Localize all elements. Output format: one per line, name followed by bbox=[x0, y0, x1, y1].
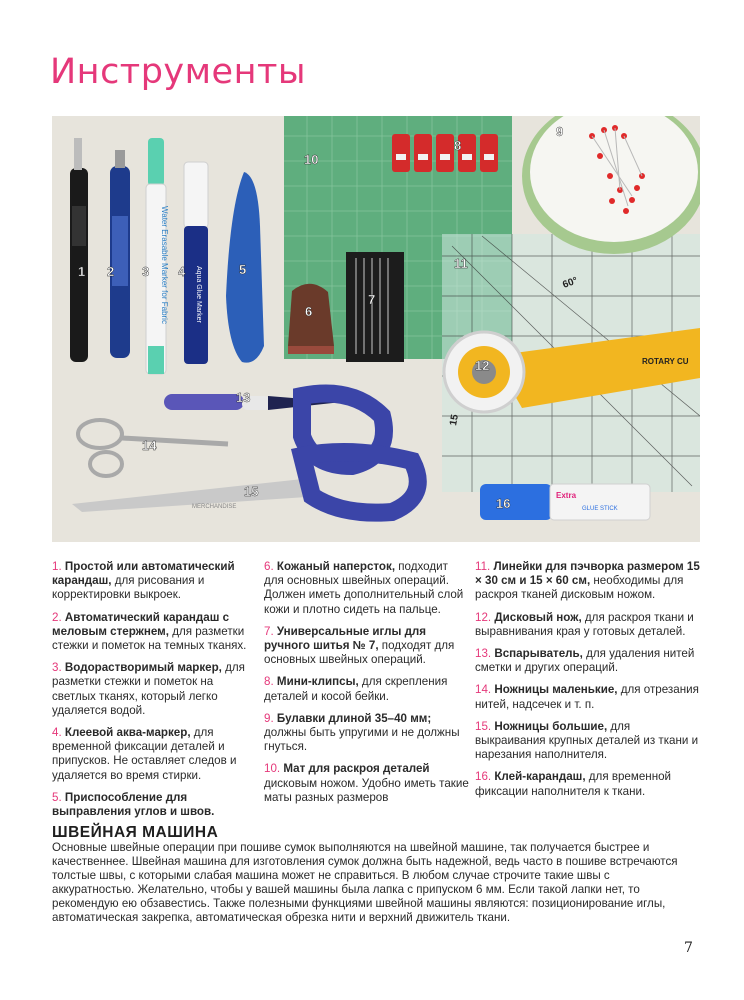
list-item: 10. Мат для раскроя деталей дисковым ножом. Удобно иметь такие маты разных размеров bbox=[264, 762, 469, 804]
label-5: 5 bbox=[239, 262, 247, 277]
needle-card bbox=[346, 252, 404, 362]
items-column-3 bbox=[475, 560, 700, 807]
page-number: 7 bbox=[684, 940, 693, 956]
scissors-brand: MERCHANDISE bbox=[192, 504, 237, 510]
glue-stick-text: GLUE STICK bbox=[582, 506, 618, 512]
list-item: 3. Водорастворимый маркер, для разметки стежки и пометок на светлых тканях, который легко удаляется водой. bbox=[52, 661, 245, 717]
label-6: 6 bbox=[305, 304, 313, 319]
label-7: 7 bbox=[368, 292, 376, 307]
label-16: 16 bbox=[496, 496, 511, 511]
glue-stick-brand: Extra bbox=[556, 491, 577, 500]
list-item: 15. Ножницы большие, для выкраивания крупных деталей из ткани и нарезания наполнителя. bbox=[475, 719, 699, 762]
list-item: 4. Клеевой аква-маркер, для временной фиксации деталей и припусков. Не оставляет следов и удаляется во время стирки. bbox=[52, 726, 237, 782]
cutter-brand: ROTARY CU bbox=[642, 357, 689, 366]
list-item: 14. Ножницы маленькие, для отрезания нитей, надсечек и т. п. bbox=[475, 683, 699, 711]
ruler-mark-60: 60° bbox=[561, 275, 580, 291]
section-body: Основные швейные операции при пошиве сумок выполняются на швейной машине, так получается быстрее и качественнее. Швейная машина для изготовления сумок должна быть надежной, ведь часто в пошиве встречаются толстые швы, с которыми слабая машина может не справиться. В любом случае строчите такие швы с аккуратностью. Желательно, чтобы у вашей машины была лапка с припуском 6 мм. Если такой лапки нет, то рекомендую ею обзавестись. Также полезными функциями швейной машины являются: позиционирование иглы, автоматическая закрепка, автоматическая обрезка нити и верхний движитель ткани. bbox=[52, 841, 678, 924]
section-heading: ШВЕЙНАЯ МАШИНА bbox=[52, 824, 219, 841]
label-13: 13 bbox=[236, 390, 251, 405]
glue-marker-label: Aqua Glue Marker bbox=[195, 266, 202, 323]
list-item: 12. Дисковый нож, для раскроя ткани и выравнивания края у готовых деталей. bbox=[475, 610, 694, 638]
list-item: 11. Линейки для пэчворка размером 15 × 30 см и 15 × 60 см, необходимы для раскроя тканей дисковым ножом. bbox=[475, 560, 700, 602]
mechanical-pencil bbox=[70, 138, 88, 362]
list-item: 6. Кожаный наперсток, подходит для основных швейных операций. Должен иметь дополнительный слой кожи и плотно сидеть на пальце. bbox=[264, 560, 464, 616]
label-8: 8 bbox=[454, 138, 462, 153]
chalk-pencil bbox=[110, 150, 130, 358]
glue-marker bbox=[184, 162, 208, 364]
label-9: 9 bbox=[556, 124, 564, 139]
label-1: 1 bbox=[78, 264, 86, 279]
label-2: 2 bbox=[107, 264, 115, 279]
label-3: 3 bbox=[142, 264, 150, 279]
list-item: 9. Булавки длиной 35–40 мм; должны быть упругими и не должны гнуться. bbox=[264, 711, 460, 754]
label-15: 15 bbox=[244, 484, 259, 499]
items-column-1 bbox=[52, 560, 252, 827]
mini-clips bbox=[392, 134, 498, 172]
label-11: 11 bbox=[454, 256, 468, 271]
tools-photo bbox=[52, 116, 700, 542]
label-12: 12 bbox=[475, 358, 490, 373]
list-item: 1. Простой или автоматический карандаш, для рисования и корректировки выкроек. bbox=[52, 560, 235, 602]
ruler-mark-15: 15 bbox=[448, 413, 461, 427]
list-item: 8. Мини-клипсы, для скрепления деталей и косой бейки. bbox=[264, 675, 448, 703]
marker-label: Water Erasable Marker for Fabric bbox=[160, 206, 169, 324]
label-4: 4 bbox=[178, 264, 186, 279]
list-item: 16. Клей-карандаш, для временной фиксации наполнителя к ткани. bbox=[475, 770, 672, 798]
items-column-2 bbox=[264, 560, 469, 813]
label-10: 10 bbox=[304, 152, 319, 167]
list-item: 13. Вспарыватель, для удаления нитей сметки и других операций. bbox=[475, 647, 695, 675]
list-item: 5. Приспособление для выправления углов и швов. bbox=[52, 790, 215, 819]
list-item: 7. Универсальные иглы для ручного шитья № 7, подходят для основных швейных операций. bbox=[264, 624, 455, 667]
page-title: Инструменты bbox=[50, 52, 306, 92]
list-item: 2. Автоматический карандаш с меловым стержнем, для разметки стежки и пометок на темных тканях. bbox=[52, 610, 247, 653]
label-14: 14 bbox=[142, 438, 157, 453]
